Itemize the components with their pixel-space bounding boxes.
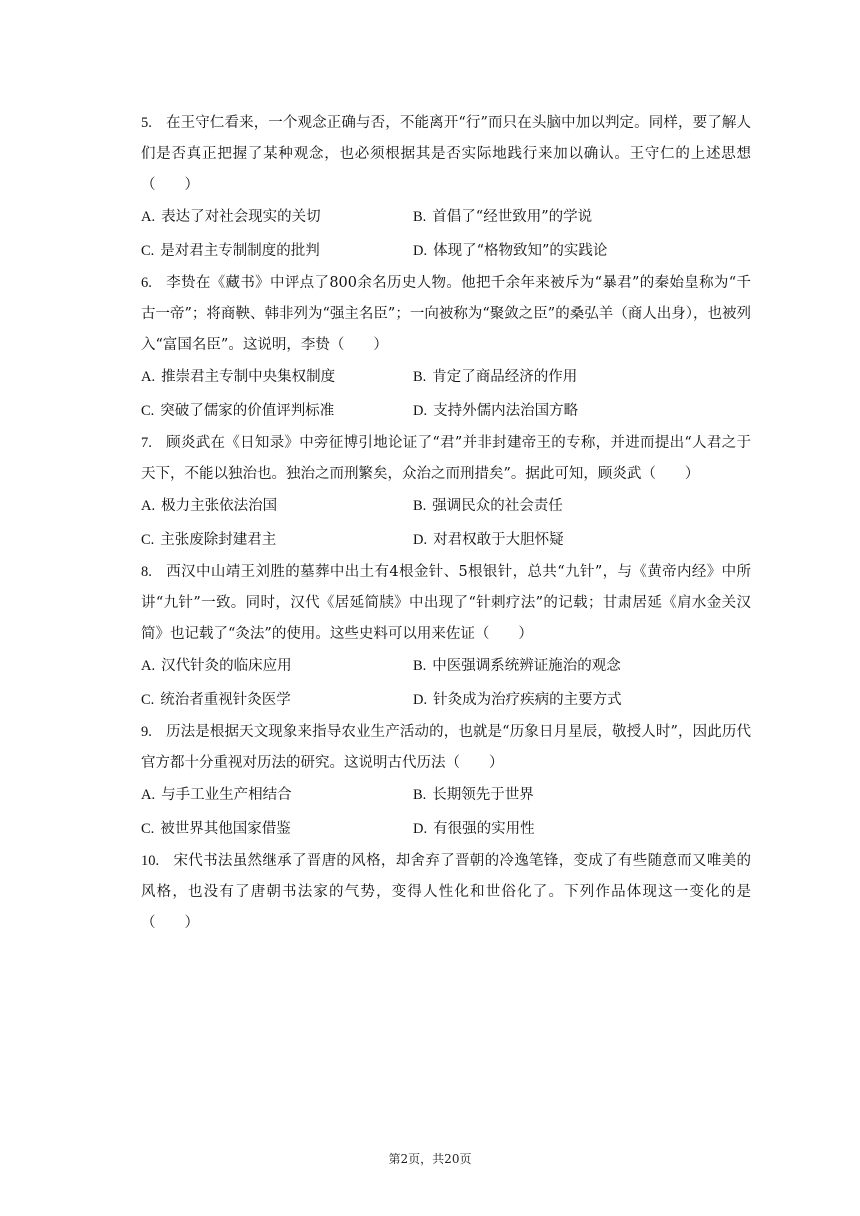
question-stem [141, 268, 751, 361]
option-a[interactable] [141, 201, 413, 235]
option-c[interactable] [141, 684, 413, 718]
option-a[interactable] [141, 490, 413, 524]
option-grid [141, 490, 751, 557]
option-letter: A. [141, 209, 156, 225]
option-d[interactable] [413, 235, 751, 269]
option-letter: A. [141, 498, 156, 514]
option-text: 是对君主专制制度的批判 [160, 242, 320, 259]
option-letter: C. [141, 402, 155, 419]
option-b[interactable] [413, 490, 751, 524]
question-5 [141, 108, 751, 268]
option-text: 对君权敢于大胆怀疑 [433, 531, 564, 548]
option-letter: C. [141, 820, 155, 837]
page-number-label: 第2页，共20页 [388, 1152, 472, 1166]
question-stem [141, 557, 751, 650]
question-text: 西汉中山靖王刘胜的墓葬中出土有4根金针、5根银针，总共“九针”，与《黄帝内经》中所讲“九针”一致。同时，汉代《居延简牍》中出现了“针刺疗法”的记载；甘肃居延《肩水金关汉简》也记载了“灸法”的使用。这些史料可以用来佐证（ ） [141, 564, 751, 642]
option-text: 体现了“格物致知”的实践论 [433, 242, 608, 259]
question-stem [141, 108, 751, 201]
option-letter: B. [413, 658, 427, 674]
question-text: 历法是根据天文现象来指导农业生产活动的，也就是“历象日月星辰，敬授人时”，因此历代官方都十分重视对历法的研究。这说明古代历法（ ） [141, 724, 751, 771]
option-a[interactable] [141, 779, 413, 813]
option-text: 支持外儒内法治国方略 [433, 402, 579, 419]
option-d[interactable] [413, 524, 751, 558]
option-c[interactable] [141, 235, 413, 269]
option-letter: B. [413, 498, 427, 514]
option-text: 针灸成为治疗疾病的主要方式 [433, 691, 622, 708]
option-letter: B. [413, 209, 427, 225]
option-text: 统治者重视针灸医学 [160, 691, 291, 708]
option-a[interactable] [141, 650, 413, 684]
option-letter: D. [413, 531, 428, 548]
option-grid [141, 650, 751, 717]
option-text: 有很强的实用性 [433, 820, 535, 837]
option-letter: D. [413, 242, 428, 259]
option-letter: C. [141, 242, 155, 259]
question-number: 6. [141, 275, 152, 291]
question-stem [141, 846, 751, 939]
option-letter: B. [413, 369, 427, 385]
option-grid [141, 361, 751, 428]
option-letter: B. [413, 787, 427, 803]
option-d[interactable] [413, 395, 751, 429]
option-letter: A. [141, 787, 156, 803]
question-10 [141, 846, 751, 939]
option-text: 推崇君主专制中央集权制度 [161, 369, 336, 385]
option-c[interactable] [141, 395, 413, 429]
question-text: 宋代书法虽然继承了晋唐的风格，却舍弃了晋朝的冷逸笔锋，变成了有些随意而又唯美的风格，也没有了唐朝书法家的气势，变得人性化和世俗化了。下列作品体现这一变化的是（ ） [141, 853, 751, 931]
option-b[interactable] [413, 650, 751, 684]
option-text: 长期领先于世界 [432, 787, 534, 803]
option-letter: C. [141, 531, 155, 548]
option-letter: C. [141, 691, 155, 708]
option-d[interactable] [413, 813, 751, 847]
option-text: 中医强调系统辨证施治的观念 [432, 658, 621, 674]
option-a[interactable] [141, 361, 413, 395]
option-b[interactable] [413, 201, 751, 235]
question-number: 8. [141, 564, 152, 580]
option-text: 表达了对社会现实的关切 [161, 209, 321, 225]
option-text: 肯定了商品经济的作用 [432, 369, 578, 385]
question-number: 9. [141, 724, 152, 740]
option-text: 首倡了“经世致用”的学说 [432, 209, 593, 225]
question-list [141, 108, 751, 939]
option-b[interactable] [413, 779, 751, 813]
option-letter: D. [413, 402, 428, 419]
option-text: 主张废除封建君主 [160, 531, 277, 548]
option-d[interactable] [413, 684, 751, 718]
option-b[interactable] [413, 361, 751, 395]
question-text: 在王守仁看来，一个观念正确与否，不能离开“行”而只在头脑中加以判定。同样，要了解人们是否真正把握了某种观念，也必须根据其是否实际地践行来加以确认。王守仁的上述思想（ ） [141, 115, 751, 193]
option-letter: A. [141, 658, 156, 674]
question-stem [141, 428, 751, 490]
question-9 [141, 717, 751, 846]
question-number: 10. [141, 853, 160, 869]
question-6 [141, 268, 751, 428]
option-text: 强调民众的社会责任 [432, 498, 563, 514]
option-grid [141, 201, 751, 268]
option-text: 汉代针灸的临床应用 [161, 658, 292, 674]
option-text: 被世界其他国家借鉴 [160, 820, 291, 837]
page-footer [0, 1150, 860, 1167]
option-c[interactable] [141, 813, 413, 847]
question-stem [141, 717, 751, 779]
option-letter: A. [141, 369, 156, 385]
option-text: 极力主张依法治国 [161, 498, 278, 514]
question-text: 李贽在《藏书》中评点了800余名历史人物。他把千余年来被斥为“暴君”的秦始皇称为“千古一帝”；将商鞅、韩非列为“强主名臣”；一向被称为“聚敛之臣”的桑弘羊（商人出身），也被列入“富国名臣”。这说明，李贽（ ） [141, 275, 751, 353]
option-grid [141, 779, 751, 846]
question-number: 7. [141, 435, 152, 451]
question-8 [141, 557, 751, 717]
option-text: 突破了儒家的价值评判标准 [160, 402, 335, 419]
question-7 [141, 428, 751, 557]
option-c[interactable] [141, 524, 413, 558]
option-text: 与手工业生产相结合 [161, 787, 292, 803]
question-text: 顾炎武在《日知录》中旁征博引地论证了“君”并非封建帝王的专称，并进而提出“人君之于天下，不能以独治也。独治之而刑繁矣，众治之而刑措矣”。据此可知，顾炎武（ ） [141, 435, 751, 482]
option-letter: D. [413, 820, 428, 837]
question-number: 5. [141, 115, 152, 131]
option-letter: D. [413, 691, 428, 708]
